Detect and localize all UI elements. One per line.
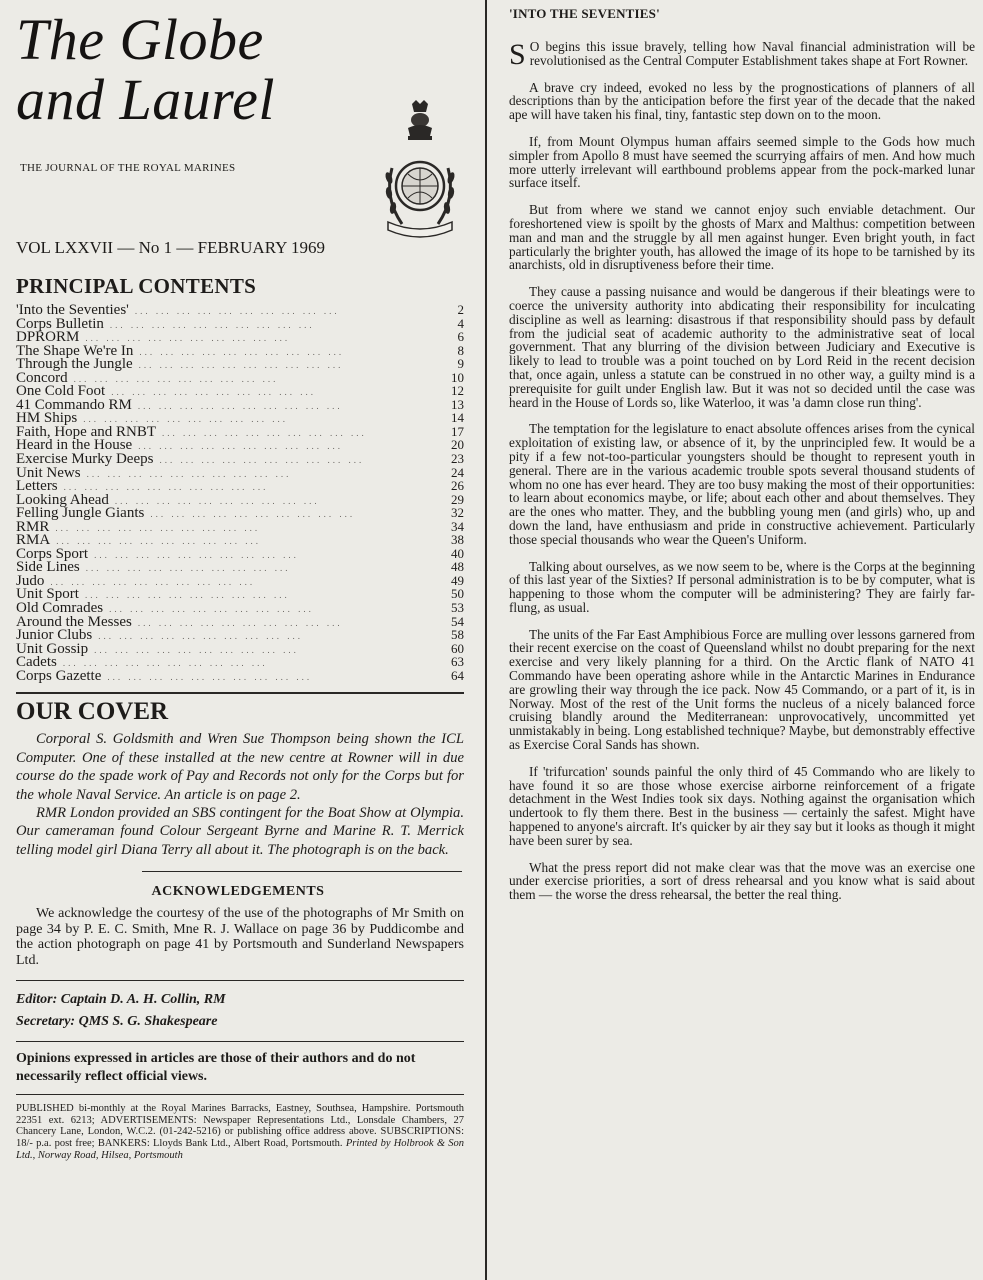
contents-item-title: Junior Clubs (16, 627, 93, 644)
contents-item (16, 411, 464, 425)
contents-item (16, 520, 464, 534)
contents-item-page: 64 (451, 667, 464, 683)
contents-item (16, 587, 464, 601)
divider (16, 1041, 464, 1042)
contents-item (16, 642, 464, 656)
contents-item-title: Looking Ahead (16, 491, 109, 508)
leader-dots: ... ... ... ... ... ... ... ... ... ... (114, 495, 320, 506)
leader-dots: ... ... ... ... ... ... ... ... ... ... (137, 617, 343, 628)
contents-item-title: Felling Jungle Giants (16, 505, 145, 522)
contents-item (16, 425, 464, 439)
contents-item-page: 2 (457, 302, 464, 317)
publisher-text: PUBLISHED bi-monthly at the Royal Marines Barracks, Eastney, Southsea, Hampshire. Portsmouth 22351 ext. 6213; ADVERTISEMENTS: Newspaper Representations Ltd., Lonsdale Chambers, 27 Chancery Lane, London, W.C.2. (01-242-5216) or publishing office address above. SUBSCRIPTIONS: 18/- p.a. post free; BANKERS: Lloyds Bank Ltd., Albert Road, Portsmouth. (16, 1103, 464, 1149)
article-paragraph: Talking about ourselves, as we now seem to be, where is the Corps at the beginning of this last year of the Sixties? If personal administration is to be by computer, what is happening to those whom the computer will be administering? They are fairly far-flung, as usual. (509, 558, 975, 615)
article-paragraph: If 'trifurcation' sounds painful the only third of 45 Commando who are likely to have found it so are those whose exercise airborne reinforcement of a frigate detachment in the West Indies took six days. Nothing against the organisation which undertook to fly them there. Best in the business — certainly the safest. Might have happened to anyone's aircraft. It's quicker by air they say but it looks as though it might have been surer by sea. (509, 763, 975, 848)
leader-dots: ... ... ... ... ... ... ... ... ... ... (94, 644, 299, 655)
leader-dots: ... ... ... ... ... ... ... ... ... ... (73, 373, 279, 384)
contents-item (16, 317, 464, 331)
contents-item-title: RMA (16, 532, 51, 549)
article-paragraph: They cause a passing nuisance and would be dangerous if their bleatings were to coerce the university authority into abdicating their responsibility for inculcating discipline as well as learning: disastrous if that responsibility should pass by default from the judicial seat of academic authority to the administrative seat of local government. That any blurring of the division between Judiciary and Executive is likely to lead to trouble was a point touched on by Lord Reid in the recent decision that, once again, unless a statute can be construed in no other way, a guilty mind is a prerequisite for guilt under English law. But it was not so decided until the case was heard in the House of Lords so, like Waterloo, it was 'a damn close run thing'. (509, 284, 975, 410)
contents-item-title: Corps Bulletin (16, 315, 104, 332)
leader-dots: ... ... ... ... ... ... ... ... ... ... (85, 333, 291, 344)
leader-dots: ... ... ... ... ... ... ... ... ... ... (139, 346, 345, 357)
leader-dots: ... ... ... ... ... ... ... ... ... ... (138, 360, 344, 371)
contents-item-page: 60 (451, 640, 464, 656)
contents-item (16, 601, 464, 615)
contents-item-page: 49 (451, 572, 464, 588)
contents-item (16, 344, 464, 358)
contents-item-page: 17 (451, 423, 464, 439)
contents-item (16, 615, 464, 629)
publisher-info (16, 1103, 464, 1161)
leader-dots: ... ... ... ... ... ... ... ... ... ... (134, 306, 340, 316)
contents-item-title: Exercise Murky Deeps (16, 451, 154, 468)
leader-dots: ... ... ... ... ... ... ... ... ... ... (86, 468, 292, 479)
divider (16, 1094, 464, 1095)
contents-item-page: 40 (451, 545, 464, 561)
acknowledgements-text: We acknowledge the courtesy of the use of the photographs of Mr Smith on page 34 by P. E. C. Smith, Mne R. J. Wallace on page 36 by Puddicombe and the action photograph on page 41 by Portsmouth and Sunderland Newspapers Ltd. (16, 906, 464, 968)
contents-item (16, 452, 464, 466)
article-paragraph: A brave cry indeed, evoked no less by the prognostications of planners of all descriptions than by the anticipation before the first year of the decade that the naked ape will have taken his final, tiny, fantastic step down on to the moon. (509, 79, 975, 123)
contents-item-page: 14 (451, 410, 464, 426)
contents-item-page: 26 (451, 478, 464, 494)
contents-item-title: Cadets (16, 654, 57, 671)
leader-dots: ... ... ... ... ... ... ... ... ... ... (56, 536, 261, 547)
contents-item-page: 48 (451, 559, 464, 575)
contents-item (16, 560, 464, 574)
contents-item-title: Letters (16, 478, 58, 495)
leader-dots: ... ... ... ... ... ... ... ... ... ... (150, 509, 356, 520)
masthead-tagline: THE JOURNAL OF THE ROYAL MARINES (20, 162, 236, 174)
contents-item-title: Unit Gossip (16, 640, 89, 657)
contents-item-title: Corps Sport (16, 545, 89, 562)
contents-item (16, 574, 464, 588)
contents-item-page: 54 (451, 613, 464, 629)
leader-dots: ... ... ... ... ... ... ... ... ... ... (162, 427, 367, 438)
contents-item-page: 32 (451, 505, 464, 521)
leader-dots: ... ... ... ... ... ... ... ... ... ... (63, 482, 269, 493)
contents-item-title: Faith, Hope and RNBT (16, 423, 156, 440)
contents-item-page: 8 (457, 342, 464, 358)
contents-item-page: 58 (451, 627, 464, 643)
leader-dots: ... ... ... ... ... ... ... ... ... ... (109, 604, 314, 615)
leader-dots: ... ... ... ... ... ... ... ... ... ... (55, 522, 261, 533)
contents-item (16, 303, 464, 317)
contents-item (16, 547, 464, 561)
leader-dots: ... ... ... ... ... ... ... ... ... ... (62, 658, 268, 669)
contents-item-title: One Cold Foot (16, 383, 106, 400)
left-column (12, 8, 464, 1273)
contents-item-title: Corps Gazette (16, 667, 102, 684)
leader-dots: ... ... ... ... ... ... ... ... ... ... (111, 387, 316, 398)
leader-dots: ... ... ... ... ... ... ... ... ... ... (109, 319, 315, 330)
article-column (509, 6, 975, 1274)
leader-dots: ... ... ... ... ... ... ... ... ... ... (138, 441, 343, 452)
contents-item-page: 6 (457, 329, 464, 345)
contents-item-title: DPRORM (16, 329, 80, 346)
contents-item-title: Around the Messes (16, 613, 132, 630)
divider (16, 980, 464, 981)
contents-item-page: 10 (451, 369, 464, 385)
secretary-credit: Secretary: QMS S. G. Shakespeare (16, 1014, 218, 1030)
contents-item-page: 38 (451, 532, 464, 548)
contents-item-page: 20 (451, 437, 464, 453)
leader-dots: ... ... ... ... ... ... ... ... ... ... (50, 576, 256, 587)
contents-item-title: Heard in the House (16, 437, 133, 454)
contents-item-page: 63 (451, 654, 464, 670)
contents-item (16, 357, 464, 371)
contents-item (16, 506, 464, 520)
article-title: 'INTO THE SEVENTIES' (509, 6, 660, 21)
contents-item-title: HM Ships (16, 410, 78, 427)
article-paragraph: What the press report did not make clear was that the move was an exercise one under exercise priorities, a sort of dress rehearsal and you know what is said about them — the worse the dress rehearsal, the better the real thing. (509, 859, 975, 903)
leader-dots: ... ... ... ... ... ... ... ... ... ... (159, 455, 365, 466)
contents-item (16, 438, 464, 452)
contents-item (16, 655, 464, 669)
staff-credits (16, 989, 464, 1033)
editor-credit: Editor: Captain D. A. H. Collin, RM (16, 992, 226, 1008)
contents-item-title: Concord (16, 369, 68, 386)
contents-item-page: 29 (451, 491, 464, 507)
divider (142, 871, 462, 872)
contents-item-title: Unit News (16, 464, 81, 481)
cover-heading: OUR COVER (16, 698, 169, 726)
contents-item-page: 4 (457, 315, 464, 331)
contents-item-title: Side Lines (16, 559, 80, 576)
article-paragraph: The units of the Far East Amphibious Force are mulling over lessons garnered from their recent exercise on the coast of Queensland whilst no doubt preparing for the next exercise and very likely planning for a third. On the Arctic flank of NATO 41 Commando have been operating ashore while in the Antarctic Marines in Endurance are growling their way through the ice pack. Now 45 Commando, or a part of it, is in Norway. Most of the rest of the Unit forms the nucleus of a nicely balanced force cruising blandly around the Mediterranean: unprovocatively, uncommitted yet unmistakably in being. Long established technique? Maybe, but demonstrably effective as Exercise Coral Sands has shown. (509, 626, 975, 753)
article-paragraph: If, from Mount Olympus human affairs seemed simple to the Gods how much simpler from Apollo 8 must have seemed the scurrying affairs of men. And how much more utterly irrelevant will earthbound problems appear from the pock-marked lunar surface itself. (509, 133, 975, 191)
contents-item-page: 12 (451, 383, 464, 399)
article-body (509, 81, 975, 902)
masthead-line-1: The Globe (16, 8, 264, 72)
issue-volume-line: VOL LXXVII — No 1 — FEBRUARY 1969 (16, 238, 325, 257)
contents-item (16, 384, 464, 398)
article-paragraph: The temptation for the legislature to enact absolute offences arises from the cynical exploitation of existing law, or absence of it, by the unprincipled few. It would be a pity if a few not-too-particular youngsters should be thought to represent youth in general. There are in the various academic trouble spots several thousand students of whom no one has ever heard. They are too busy making the most of their opportunities: to learn about economics maybe, or life; about each other and about themselves. They are the ones who matter. They, and the bubbling young men (and girls) who, up and down the land, have enthusiasm and pride in constructive achievement. Particularly those special thousands who wear the Queen's Uniform. (509, 421, 975, 547)
contents-item (16, 533, 464, 547)
contents-item-title: 41 Commando RM (16, 396, 132, 413)
contents-item-title: Judo (16, 572, 45, 589)
contents-item-page: 53 (451, 600, 464, 616)
contents-item (16, 466, 464, 480)
contents-item-page: 34 (451, 518, 464, 534)
contents-item (16, 371, 464, 385)
contents-item (16, 493, 464, 507)
leader-dots: ... ... ... ... ... ... ... ... ... ... (85, 563, 291, 574)
royal-marines-crest-icon (378, 98, 462, 240)
masthead-line-2: and Laurel (16, 67, 276, 132)
contents-item (16, 628, 464, 642)
acknowledgements-heading: ACKNOWLEDGEMENTS (151, 884, 325, 900)
contents-item (16, 330, 464, 344)
contents-item-page: 13 (451, 396, 464, 412)
opinion-disclaimer: Opinions expressed in articles are those of their authors and do not necessarily reflect official views. (16, 1051, 416, 1085)
contents-item-title: The Shape We're In (16, 342, 134, 359)
contents-list (12, 303, 464, 682)
contents-item-title: Through the Jungle (16, 356, 133, 373)
contents-item-page: 9 (457, 356, 464, 372)
contents-item-title: Old Comrades (16, 600, 104, 617)
contents-item-title: RMR (16, 518, 50, 535)
article-paragraph: But from where we stand we cannot enjoy such enviable detachment. Our foreshortened view is spoilt by the ghosts of Marx and Malthus: competition between man and man and the struggle by all men against hunger. Even bright youth, in fact particularly the brighter youth, has allowed the image of its hope to be tarnished by its anarchists, old in disruptiveness before their time. (509, 202, 975, 273)
contents-heading: PRINCIPAL CONTENTS (16, 274, 257, 298)
contents-item-page: 23 (451, 451, 464, 467)
contents-item (16, 479, 464, 493)
column-divider (485, 0, 487, 1280)
contents-item (16, 398, 464, 412)
cover-paragraph: RMR London provided an SBS contingent for the Boat Show at Olympia. Our cameraman found Colour Sergeant Byrne and Marine R. T. Merrick telling model girl Diana Terry all about it. The photograph is on the back. (16, 804, 464, 858)
leader-dots: ... ... ... ... ... ... ... ... ... ... (137, 400, 343, 411)
leader-dots: ... ... ... ... ... ... ... ... ... ... (83, 414, 289, 425)
contents-item-title: 'Into the Seventies' (16, 302, 129, 318)
contents-item-page: 24 (451, 464, 464, 480)
article-paragraph (509, 38, 975, 71)
leader-dots: ... ... ... ... ... ... ... ... ... ... (94, 549, 299, 560)
article-first-text: O begins this issue bravely, telling how Naval financial administration will be revolutionised as the Central Computer Establishment takes shape at Fort Rowner. (529, 39, 975, 68)
drop-cap: S (509, 38, 526, 71)
printer-credit: Printed by Holbrook & Son Ltd., Norway Road, Hilsea, Portsmouth (16, 1137, 464, 1161)
cover-paragraph: Corporal S. Goldsmith and Wren Sue Thompson being shown the ICL Computer. One of these installed at the new centre at Rowner will in due course do the spade work of Pay and Records not only for the Corps but for the whole Naval Service. An article is on page 2. (16, 731, 464, 803)
contents-item-title: Unit Sport (16, 586, 79, 603)
leader-dots: ... ... ... ... ... ... ... ... ... ... (107, 671, 313, 682)
contents-item-page: 50 (451, 586, 464, 602)
leader-dots: ... ... ... ... ... ... ... ... ... ... (98, 631, 304, 642)
contents-item (16, 669, 464, 683)
leader-dots: ... ... ... ... ... ... ... ... ... ... (84, 590, 290, 601)
divider (16, 692, 464, 694)
